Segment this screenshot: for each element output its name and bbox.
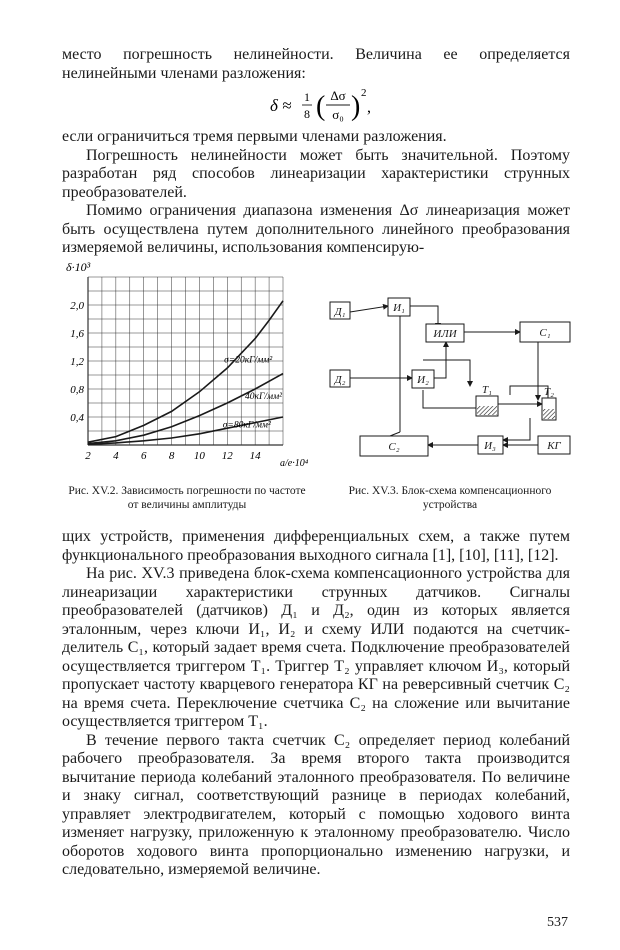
figure-xv2-chart xyxy=(58,255,313,475)
formula-coef-num: 1 xyxy=(304,90,310,104)
chart-x-axis-label: a/e·10⁴ xyxy=(280,458,309,469)
figure-xv3-caption: Рис. XV.3. Блок-схема компенсационного устройства xyxy=(348,485,552,511)
series-label: σ=20кГ/мм² xyxy=(224,355,273,366)
page-number: 537 xyxy=(547,915,568,930)
label-i2: И₂ xyxy=(417,374,429,386)
series-label: σ=80кГ/мм² xyxy=(222,420,271,431)
formula-lhs: δ ≈ xyxy=(270,96,292,115)
x-tick-label: 12 xyxy=(221,450,233,462)
y-tick-label: 2,0 xyxy=(70,300,84,312)
label-i1: И₁ xyxy=(393,302,405,314)
y-tick-label: 1,2 xyxy=(70,356,84,368)
paragraph-3: Помимо ограничения диапазона изменения Δσ линеаризация может быть осуществлена путем дополнительного линейного преобразования измеряемой величины, использования компенсирую- xyxy=(62,202,570,256)
text-block-middle xyxy=(62,128,570,258)
y-tick-label: 0,4 xyxy=(70,412,84,424)
label-kg: КГ xyxy=(547,440,561,452)
formula-paren-right: ) xyxy=(351,91,361,122)
paragraph-5: На рис. XV.3 приведена блок-схема компенсационного устройства для линеаризации характеристики струнных датчиков. Сигналы преобразователей (датчиков) Д₁ и Д₂, один из которых является эталонным, через ключи И₁, И₂ и схему ИЛИ подаются на счетчик-делитель С₁, который задает время счета. Подключение преобразователей осуществляется триггером Т₁. Триггер Т₂ управляет ключом И₃, который пропускает частоту кварцевого генератора КГ на реверсивный счетчик С₂ на время счета. Переключение счетчика С₂ на сложение или вычитание осуществляется триггером Т₁. xyxy=(62,565,570,730)
label-d1: Д₁ xyxy=(334,306,346,318)
formula-power: 2 xyxy=(361,87,367,99)
label-c1: С₁ xyxy=(539,327,551,339)
x-tick-label: 10 xyxy=(193,450,205,462)
paragraph-2: Погрешность нелинейности может быть значительной. Поэтому разработан ряд способов линеаризации характеристики струнных преобразователей. xyxy=(62,146,570,201)
label-c2: С₂ xyxy=(388,441,400,453)
x-tick-label: 2 xyxy=(85,450,91,462)
formula-frac-den: σ₀ xyxy=(332,107,344,122)
formula-paren-left: ( xyxy=(316,91,326,122)
x-tick-label: 14 xyxy=(249,450,261,462)
formula-coef-den: 8 xyxy=(304,107,310,121)
y-tick-label: 1,6 xyxy=(70,328,84,340)
paragraph-4: щих устройств, применения дифференциальных схем, а также путем функционального преобразования выходного сигнала [1], [10], [11], [12]. xyxy=(62,528,570,564)
label-i3: И₃ xyxy=(484,440,496,452)
label-t1: Т₁ xyxy=(482,384,492,396)
text-block-top xyxy=(62,46,570,83)
label-ili: ИЛИ xyxy=(433,328,457,340)
text-block-bottom xyxy=(62,528,570,880)
label-d2: Д₂ xyxy=(334,374,346,386)
x-tick-label: 6 xyxy=(140,450,147,462)
formula-trail: , xyxy=(367,99,371,116)
paragraph-6: В течение первого такта счетчик С₂ определяет период колебаний рабочего преобразователя. За время второго такта производится вычитание периода колебаний эталонного преобразователя. По величине и знаку сигнал, соответствующий разнице в периодах колебаний, управляет электродвигателем, который с помощью ходового винта изменяет нагрузку, приложенную к эталонному преобразователю. Число оборотов ходового винта пропорционально изменению нагрузки, и следовательно, измеряемой величине. xyxy=(62,731,570,878)
y-tick-label: 0,8 xyxy=(70,384,84,396)
figure-xv2-caption: Рис. XV.2. Зависимость погрешности по частоте от величины амплитуды xyxy=(68,485,306,511)
x-tick-label: 4 xyxy=(113,450,119,462)
x-tick-label: 8 xyxy=(168,450,175,462)
label-t2: Т₂ xyxy=(544,386,554,398)
formula-frac-num: Δσ xyxy=(330,88,346,103)
paragraph-after-formula: если ограничиться тремя первыми членами разложения. xyxy=(62,128,447,145)
series-label: 40кГ/мм² xyxy=(245,391,282,402)
chart-y-axis-label: δ·10³ xyxy=(66,260,91,274)
t1-hatch xyxy=(477,406,497,415)
t2-hatch xyxy=(543,409,555,419)
figure-xv3-diagram xyxy=(320,290,580,470)
paragraph-intro: место погрешность нелинейности. Величина ее определяется нелинейными членами разложения: xyxy=(62,46,570,82)
formula xyxy=(62,82,570,128)
